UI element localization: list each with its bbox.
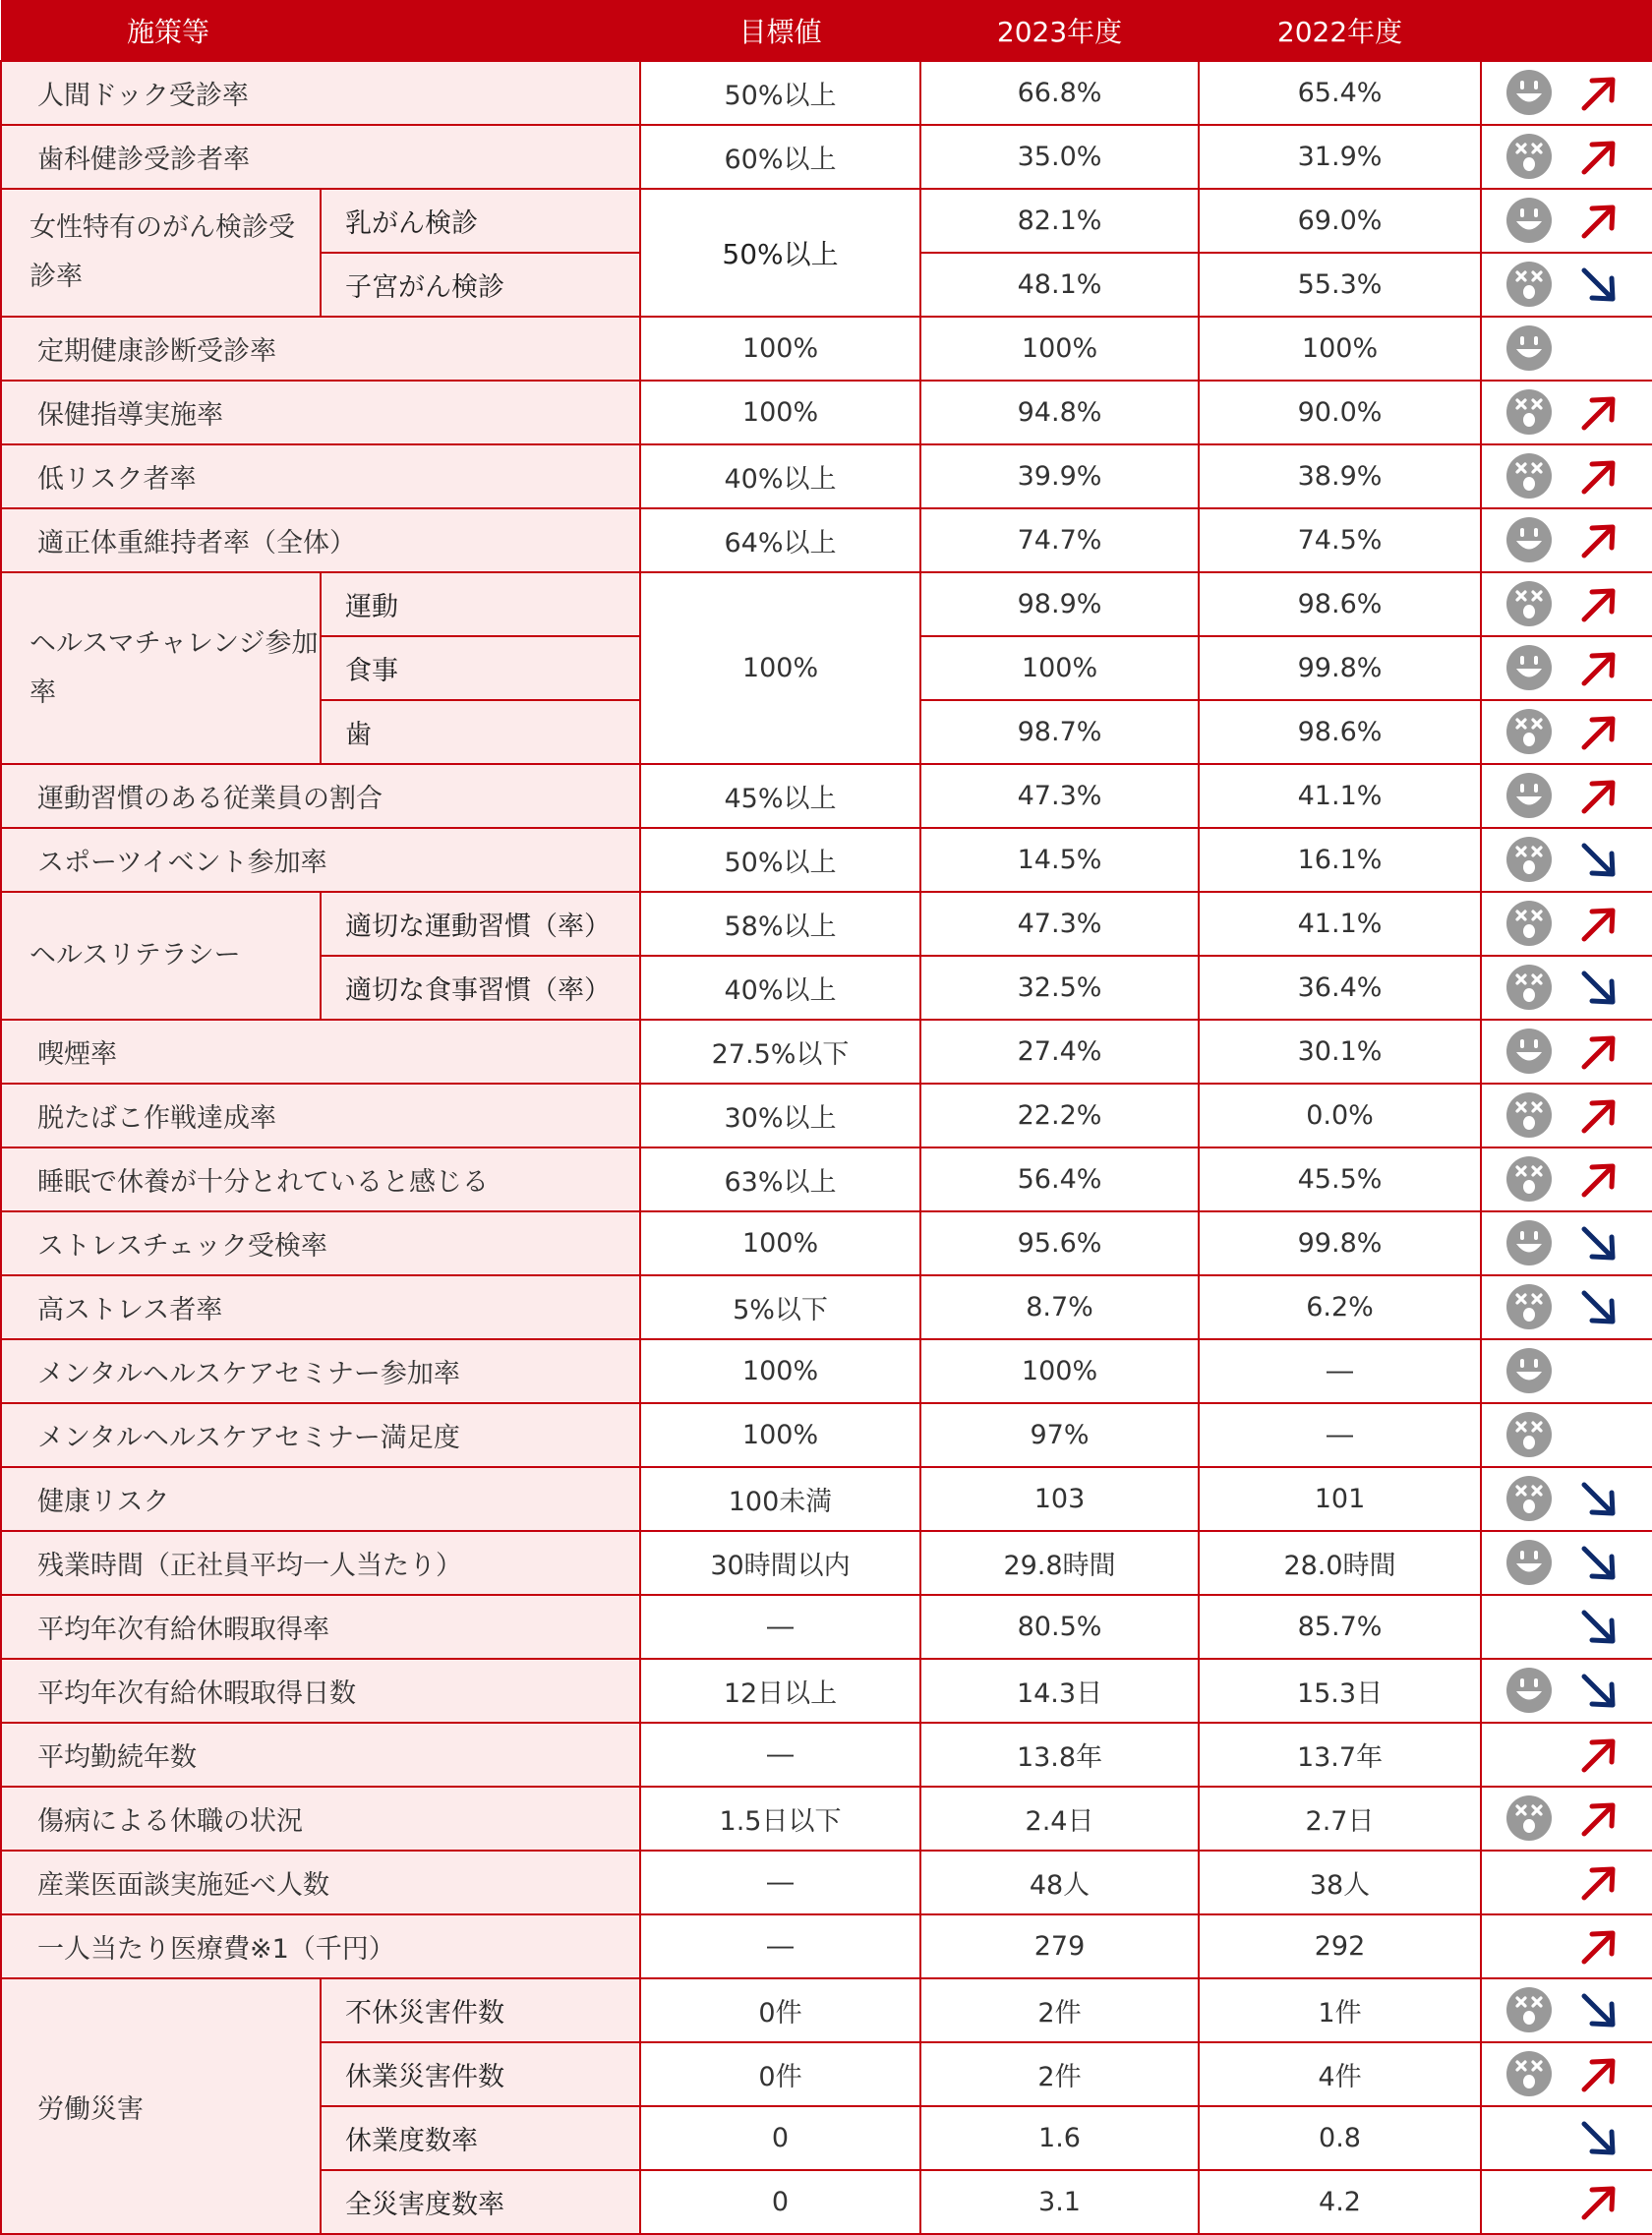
value-2023: 98.7% [920, 700, 1199, 764]
target-value: 50%以上 [640, 189, 920, 317]
target-value: 50%以上 [640, 61, 920, 125]
table-row [1, 1914, 1652, 1978]
value-2023: 103 [920, 1467, 1199, 1531]
target-value: 60%以上 [640, 125, 920, 189]
header-measure: 施策等 [1, 0, 640, 61]
value-2022: 4件 [1199, 2042, 1481, 2106]
target-value: 30%以上 [640, 1084, 920, 1147]
target-value: 58%以上 [640, 892, 920, 956]
value-2023: 94.8% [920, 381, 1199, 444]
status-cell [1481, 1595, 1652, 1659]
value-2023: 3.1 [920, 2170, 1199, 2234]
value-2022: ― [1199, 1403, 1481, 1467]
target-value: 63%以上 [640, 1147, 920, 1211]
status-cell [1481, 1531, 1652, 1595]
row-label: 健康リスク [1, 1467, 640, 1531]
status-cell [1481, 1084, 1652, 1147]
table-row [1, 189, 1652, 253]
value-2022: 4.2 [1199, 2170, 1481, 2234]
table-row [1, 61, 1652, 125]
sub-label: 休業災害件数 [321, 2042, 640, 2106]
status-cell [1481, 1403, 1652, 1467]
value-2023: 100% [920, 636, 1199, 700]
value-2022: 13.7年 [1199, 1723, 1481, 1787]
value-2022: 99.8% [1199, 636, 1481, 700]
row-label: 平均年次有給休暇取得率 [1, 1595, 640, 1659]
status-cell [1481, 381, 1652, 444]
table-row [1, 1659, 1652, 1723]
value-2023: 66.8% [920, 61, 1199, 125]
value-2022: 16.1% [1199, 828, 1481, 892]
value-2023: 98.9% [920, 572, 1199, 636]
value-2022: 90.0% [1199, 381, 1481, 444]
row-label: 産業医面談実施延べ人数 [1, 1851, 640, 1914]
table-row [1, 1147, 1652, 1211]
value-2022: 69.0% [1199, 189, 1481, 253]
value-2022: 100% [1199, 317, 1481, 381]
table-row [1, 381, 1652, 444]
value-2023: 32.5% [920, 956, 1199, 1020]
target-value: 100未満 [640, 1467, 920, 1531]
value-2022: 28.0時間 [1199, 1531, 1481, 1595]
value-2023: 14.3日 [920, 1659, 1199, 1723]
value-2023: 29.8時間 [920, 1531, 1199, 1595]
status-cell [1481, 444, 1652, 508]
target-value: 5%以下 [640, 1275, 920, 1339]
table-row [1, 317, 1652, 381]
value-2022: 15.3日 [1199, 1659, 1481, 1723]
target-value: 12日以上 [640, 1659, 920, 1723]
row-label: スポーツイベント参加率 [1, 828, 640, 892]
table-row [1, 572, 1652, 636]
table-row [1, 764, 1652, 828]
target-value: 100% [640, 1403, 920, 1467]
status-cell [1481, 61, 1652, 125]
status-cell [1481, 1020, 1652, 1084]
target-value: 0件 [640, 1978, 920, 2042]
status-cell [1481, 1275, 1652, 1339]
target-value: 0件 [640, 2042, 920, 2106]
status-cell [1481, 764, 1652, 828]
status-cell [1481, 2042, 1652, 2106]
table-row [1, 892, 1652, 956]
table-row [1, 444, 1652, 508]
value-2022: 38人 [1199, 1851, 1481, 1914]
value-2022: 74.5% [1199, 508, 1481, 572]
table-row [1, 1467, 1652, 1531]
value-2022: 2.7日 [1199, 1787, 1481, 1851]
status-cell [1481, 1659, 1652, 1723]
value-2022: 0.0% [1199, 1084, 1481, 1147]
value-2023: 100% [920, 1339, 1199, 1403]
row-label: 歯科健診受診者率 [1, 125, 640, 189]
value-2022: 85.7% [1199, 1595, 1481, 1659]
sub-label: 適切な食事習慣（率） [321, 956, 640, 1020]
sub-label: 乳がん検診 [321, 189, 640, 253]
value-2022: 30.1% [1199, 1020, 1481, 1084]
value-2023: 47.3% [920, 892, 1199, 956]
value-2022: 36.4% [1199, 956, 1481, 1020]
table-row [1, 1787, 1652, 1851]
value-2023: 13.8年 [920, 1723, 1199, 1787]
table-row [1, 1531, 1652, 1595]
value-2022: 1件 [1199, 1978, 1481, 2042]
value-2023: 2件 [920, 2042, 1199, 2106]
target-value: 1.5日以下 [640, 1787, 920, 1851]
target-value: 100% [640, 381, 920, 444]
status-cell [1481, 253, 1652, 317]
table-row [1, 1978, 1652, 2042]
table-row [1, 1211, 1652, 1275]
value-2022: 98.6% [1199, 572, 1481, 636]
sub-label: 子宮がん検診 [321, 253, 640, 317]
value-2023: 97% [920, 1403, 1199, 1467]
sub-label: 歯 [321, 700, 640, 764]
header-row [1, 0, 1652, 61]
value-2022: 41.1% [1199, 892, 1481, 956]
row-label: 低リスク者率 [1, 444, 640, 508]
header-target: 目標値 [640, 0, 920, 61]
value-2022: 101 [1199, 1467, 1481, 1531]
status-cell [1481, 700, 1652, 764]
target-value: 0 [640, 2106, 920, 2170]
row-label: 定期健康診断受診率 [1, 317, 640, 381]
status-cell [1481, 1914, 1652, 1978]
target-value: 0 [640, 2170, 920, 2234]
target-value: 100% [640, 317, 920, 381]
value-2023: 279 [920, 1914, 1199, 1978]
sub-label: 全災害度数率 [321, 2170, 640, 2234]
status-cell [1481, 572, 1652, 636]
status-cell [1481, 508, 1652, 572]
header-status [1481, 0, 1652, 61]
sub-label: 不休災害件数 [321, 1978, 640, 2042]
row-label: 適正体重維持者率（全体） [1, 508, 640, 572]
table-row [1, 1403, 1652, 1467]
value-2023: 82.1% [920, 189, 1199, 253]
status-cell [1481, 1147, 1652, 1211]
group-label: 女性特有のがん検診受診率 [1, 189, 321, 317]
row-label: 高ストレス者率 [1, 1275, 640, 1339]
row-label: 平均勤続年数 [1, 1723, 640, 1787]
sub-label: 運動 [321, 572, 640, 636]
row-label: 傷病による休職の状況 [1, 1787, 640, 1851]
row-label: 残業時間（正社員平均一人当たり） [1, 1531, 640, 1595]
row-label: 人間ドック受診率 [1, 61, 640, 125]
table-row [1, 1723, 1652, 1787]
table-row [1, 828, 1652, 892]
table-row [1, 1020, 1652, 1084]
target-value: 64%以上 [640, 508, 920, 572]
table-row [1, 1275, 1652, 1339]
group-label: ヘルスマチャレンジ参加率 [1, 572, 321, 764]
header-2023: 2023年度 [920, 0, 1199, 61]
row-label: メンタルヘルスケアセミナー満足度 [1, 1403, 640, 1467]
table-row [1, 508, 1652, 572]
row-label: 喫煙率 [1, 1020, 640, 1084]
row-label: 保健指導実施率 [1, 381, 640, 444]
value-2023: 2.4日 [920, 1787, 1199, 1851]
status-cell [1481, 1467, 1652, 1531]
table-row [1, 1595, 1652, 1659]
value-2022: 99.8% [1199, 1211, 1481, 1275]
status-cell [1481, 1723, 1652, 1787]
value-2022: 45.5% [1199, 1147, 1481, 1211]
sub-label: 適切な運動習慣（率） [321, 892, 640, 956]
status-cell [1481, 1978, 1652, 2042]
value-2023: 1.6 [920, 2106, 1199, 2170]
value-2023: 14.5% [920, 828, 1199, 892]
target-value: 45%以上 [640, 764, 920, 828]
value-2022: 55.3% [1199, 253, 1481, 317]
value-2023: 80.5% [920, 1595, 1199, 1659]
value-2022: 41.1% [1199, 764, 1481, 828]
value-2022: 0.8 [1199, 2106, 1481, 2170]
table-row [1, 1851, 1652, 1914]
target-value: 27.5%以下 [640, 1020, 920, 1084]
table-row [1, 1084, 1652, 1147]
status-cell [1481, 828, 1652, 892]
target-value: 40%以上 [640, 444, 920, 508]
value-2023: 48.1% [920, 253, 1199, 317]
target-value: ― [640, 1595, 920, 1659]
row-label: 運動習慣のある従業員の割合 [1, 764, 640, 828]
value-2023: 39.9% [920, 444, 1199, 508]
target-value: 100% [640, 1211, 920, 1275]
sub-label: 休業度数率 [321, 2106, 640, 2170]
group-label: ヘルスリテラシー [1, 892, 321, 1020]
value-2023: 74.7% [920, 508, 1199, 572]
row-label: 睡眠で休養が十分とれていると感じる [1, 1147, 640, 1211]
target-value: 30時間以内 [640, 1531, 920, 1595]
row-label: メンタルヘルスケアセミナー参加率 [1, 1339, 640, 1403]
status-cell [1481, 125, 1652, 189]
value-2023: 2件 [920, 1978, 1199, 2042]
status-cell [1481, 956, 1652, 1020]
value-2023: 95.6% [920, 1211, 1199, 1275]
target-value: ― [640, 1723, 920, 1787]
status-cell [1481, 317, 1652, 381]
status-cell [1481, 1339, 1652, 1403]
row-label: ストレスチェック受検率 [1, 1211, 640, 1275]
status-cell [1481, 1787, 1652, 1851]
target-value: 100% [640, 572, 920, 764]
value-2023: 47.3% [920, 764, 1199, 828]
value-2022: 6.2% [1199, 1275, 1481, 1339]
status-cell [1481, 892, 1652, 956]
value-2023: 56.4% [920, 1147, 1199, 1211]
value-2023: 27.4% [920, 1020, 1199, 1084]
table-row [1, 125, 1652, 189]
header-2022: 2022年度 [1199, 0, 1481, 61]
value-2022: 38.9% [1199, 444, 1481, 508]
value-2023: 35.0% [920, 125, 1199, 189]
target-value: 50%以上 [640, 828, 920, 892]
value-2022: 292 [1199, 1914, 1481, 1978]
table-row [1, 1339, 1652, 1403]
value-2022: 31.9% [1199, 125, 1481, 189]
value-2023: 100% [920, 317, 1199, 381]
value-2022: ― [1199, 1339, 1481, 1403]
status-cell [1481, 1211, 1652, 1275]
group-label: 労働災害 [1, 1978, 321, 2234]
target-value: 40%以上 [640, 956, 920, 1020]
target-value: 100% [640, 1339, 920, 1403]
value-2023: 48人 [920, 1851, 1199, 1914]
value-2023: 22.2% [920, 1084, 1199, 1147]
status-cell [1481, 2106, 1652, 2170]
row-label: 一人当たり医療費※1（千円） [1, 1914, 640, 1978]
sub-label: 食事 [321, 636, 640, 700]
target-value: ― [640, 1914, 920, 1978]
value-2022: 65.4% [1199, 61, 1481, 125]
value-2022: 98.6% [1199, 700, 1481, 764]
value-2023: 8.7% [920, 1275, 1199, 1339]
status-cell [1481, 636, 1652, 700]
row-label: 平均年次有給休暇取得日数 [1, 1659, 640, 1723]
row-label: 脱たばこ作戦達成率 [1, 1084, 640, 1147]
status-cell [1481, 189, 1652, 253]
status-cell [1481, 1851, 1652, 1914]
target-value: ― [640, 1851, 920, 1914]
